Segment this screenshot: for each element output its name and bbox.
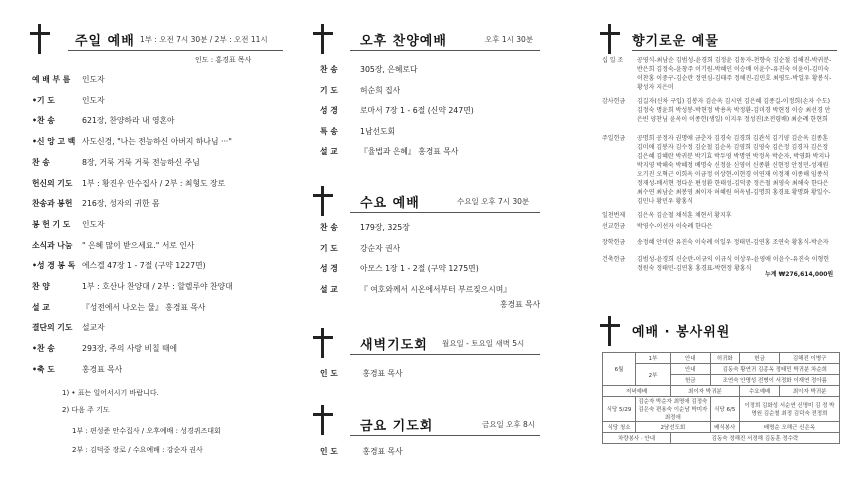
note-1: 1) • 표는 일어서시기 바랍니다. [62, 389, 159, 397]
table-cell: 1부 [636, 353, 671, 364]
table-cell: 안내 [671, 364, 711, 375]
order-item-row [32, 365, 122, 375]
order-item-row [32, 220, 105, 230]
wednesday-preacher: 홍경표 목사 [500, 300, 541, 309]
table-row [603, 353, 840, 364]
order-item-label: •성 경 봉 독 [32, 261, 76, 271]
divider [350, 354, 540, 355]
dawn-leader-value: 홍경표 목사 [362, 369, 403, 378]
order-item-row [32, 96, 105, 106]
table-cell: 김해진 이병구 [780, 353, 840, 364]
table-cell: 김동숙 정해진 서정해 김동훈 정수락 [671, 433, 840, 444]
cross-icon [313, 405, 333, 435]
order-item-row [32, 303, 205, 313]
table-row [603, 433, 840, 444]
offering-names: 공영식-최남순 김범성-윤경희 김정윤 김동자-천향숙 김순철 김해진-박귀분-반은희 김정숙-윤창주 이기원-박혜인 이승배 이윤수-유진숙 이윤이-김미숙 이찬홍 이중구-김순란 정연심-김태주 정해진-김민호 최평도-박일우 황봉식-황성자 지은미 [637, 57, 832, 91]
table-row [603, 364, 840, 375]
friday-leader-row [320, 447, 403, 457]
afternoon-item-row [320, 86, 400, 96]
order-item-row [32, 75, 105, 85]
order-item-row [32, 261, 206, 271]
divider [68, 50, 283, 51]
order-item-row [32, 179, 225, 189]
offering-names: 김은옥 김순철 채석훈 채현서 황지후 [637, 212, 732, 219]
order-item-value: 에스겔 47장 1 - 7절 (구약 1227면) [82, 261, 206, 271]
order-item-label: 설 교 [32, 302, 50, 312]
table-row [603, 397, 840, 422]
order-item-value: 설교자 [82, 323, 105, 333]
wednesday-item-label: 성 경 [320, 264, 338, 273]
offering-category: 주일헌금 [602, 135, 626, 142]
table-row [603, 386, 840, 397]
table-cell: 2남선도회 [636, 422, 711, 433]
afternoon-item-row [320, 127, 395, 137]
order-item-label: •찬 송 [32, 116, 55, 126]
friday-time: 금요일 오후 8시 [482, 420, 536, 429]
offering-category: 감사헌금 [602, 98, 626, 105]
order-item-value: 홍경표 목사 [82, 364, 123, 374]
wednesday-item-value: 179장, 325장 [360, 223, 410, 232]
friday-leader-label: 인 도 [320, 447, 338, 456]
divider [350, 50, 540, 51]
table-cell: 수요예배 [739, 386, 780, 397]
wednesday-item-label: 찬 송 [320, 223, 338, 232]
cross-icon [313, 186, 333, 216]
divider [632, 50, 837, 51]
table-cell: 허귀화 [710, 353, 739, 364]
table-cell: 안내 [671, 353, 711, 364]
table-cell: 헌금 [739, 353, 780, 364]
afternoon-item-label: 설 교 [320, 147, 338, 156]
note-2: 2) 다음 주 기도 [62, 406, 110, 414]
wednesday-item-row [320, 285, 511, 295]
afternoon-item-row [320, 106, 474, 116]
order-item-label: 찬 송 [32, 157, 50, 167]
friday-title: 금요 기도회 [360, 419, 434, 434]
offering-names: 김길자(신차 구입) 김봉자 김순옥 김시연 김은혜 김종길-이정희(손자 수도) 김정숙 명윤희 박성봉-박현정 박용옥 박정환-김미경 박현정 이승 최선경 안은빈 양찬님 윤옥이 이종헌(생일) 이지우 정성진(초전령배) 최순례 한현희 [637, 98, 831, 123]
wednesday-item-row [320, 244, 400, 254]
afternoon-item-label: 찬 송 [320, 65, 338, 74]
service-roster-table [602, 352, 840, 444]
order-item-label: 봉 헌 기 도 [32, 219, 71, 229]
note-4: 2부 : 김덕중 장로 / 수요예배 : 강순자 권사 [72, 446, 203, 454]
offering-names: 박영수-이선자 이숙례 한다은 [637, 223, 713, 230]
table-cell: 배명순 오해근 신은옥 [739, 422, 839, 433]
order-item-row [32, 116, 175, 126]
order-item-row [32, 241, 194, 251]
order-item-label: •신 앙 고 백 [32, 137, 76, 147]
order-item-value: 인도자 [82, 219, 105, 229]
afternoon-item-row [320, 147, 458, 157]
wednesday-item-label: 기 도 [320, 243, 338, 253]
dawn-leader-row [320, 369, 403, 379]
table-cell: 김동숙 황연귀 김종옥 정태민 박귀분 차순희 [710, 364, 839, 375]
note-3: 1부 : 편성준 안수집사 / 오후예배 : 성경퀴즈대회 [72, 427, 221, 435]
table-cell: 저녁예배 [603, 386, 671, 397]
table-cell: 최이자 박귀분 [671, 386, 740, 397]
cross-icon [600, 316, 620, 346]
order-item-value: 사도신경, "나는 전능하신 아버지 하나님 ···" [82, 137, 232, 147]
offering-names: 송정혜 안미란 유진숙 이숙례 이일우 정태민-김연홍 조연숙 황홍식-박순자 [637, 239, 829, 246]
table-cell: 헌금 [671, 375, 711, 386]
order-item-value: 인도자 [82, 75, 105, 84]
offering-category: 건축헌금 [602, 256, 626, 263]
cross-icon [313, 328, 333, 358]
table-cell: 배식봉사 [710, 422, 739, 433]
offering-category: 장학헌금 [602, 239, 626, 246]
afternoon-title: 오후 찬양예배 [360, 34, 447, 49]
order-item-value: 621장, 찬양하라 내 영혼아 [82, 116, 175, 126]
afternoon-item-value: 허순희 집사 [360, 85, 401, 95]
order-item-row [32, 344, 177, 354]
afternoon-time: 오후 1시 30분 [485, 35, 534, 44]
cross-icon [30, 24, 50, 54]
order-item-row [32, 323, 105, 333]
order-item-label: 헌신의 기도 [32, 178, 73, 188]
order-item-value: 216장, 성자의 귀한 몸 [82, 199, 160, 209]
divider [350, 435, 540, 436]
wednesday-time: 수요일 오후 7시 30분 [457, 197, 530, 206]
month-cell: 6월 [603, 353, 636, 386]
order-item-label: 결단의 기도 [32, 323, 73, 333]
afternoon-item-label: 성 경 [320, 106, 338, 115]
order-item-label: •찬 송 [32, 344, 55, 354]
offering-category: 십 일 조 [602, 57, 624, 64]
wednesday-item-value: 아모스 1장 1 - 2절 (구약 1275면) [360, 264, 479, 273]
order-item-row [32, 158, 200, 168]
offering-names: 김범성-윤경희 신순란-이규익 이규식 이상우-윤영애 이윤수-유진숙 이형헌 정원숙 정태민-김연홍 홍경표-박현정 황홍식 [637, 256, 830, 272]
wednesday-item-row [320, 264, 479, 274]
order-item-value: 293장, 주의 사랑 비칠 때에 [82, 344, 178, 354]
order-item-label: 찬 양 [32, 282, 50, 291]
offering-category: 선교헌금 [602, 223, 626, 230]
order-item-label: 찬송과 봉헌 [32, 199, 73, 209]
table-row [603, 422, 840, 433]
table-cell: 2부 [636, 364, 671, 386]
order-item-value: " 은혜 많이 받으세요." 서로 인사 [82, 240, 195, 250]
cross-icon [600, 24, 620, 54]
dawn-time: 월요일 - 토요일 새벽 5시 [442, 339, 525, 348]
order-item-row [32, 199, 160, 209]
order-item-value: 『성전에서 나오는 물』 홍경표 목사 [82, 302, 206, 312]
afternoon-item-row [320, 65, 418, 75]
order-item-value: 8장, 거룩 거룩 거룩 전능하신 주님 [82, 157, 200, 167]
table-cell: 식당 6/5 [710, 397, 739, 422]
wednesday-title: 수요 예배 [360, 196, 420, 211]
wednesday-item-value: 『 여호와께서 시온에서부터 부르짖으시며』 [360, 284, 512, 294]
afternoon-item-value: 로마서 7장 1 - 6절 (신약 247면) [360, 106, 474, 115]
sunday-worship-title: 주일 예배 [75, 34, 135, 49]
cross-icon [313, 24, 333, 54]
service-title: 예배 · 봉사위원 [632, 325, 731, 340]
wednesday-item-label: 설 교 [320, 284, 338, 294]
building-total: 누계 ₩276,614,000원 [765, 271, 834, 278]
offering-names: 공명희 공정자 권명애 금춘자 김경숙 김경희 김관석 김기양 김순옥 김종훈 김미애 김봉자 김수정 김순철 김순옥 김영희 김영숙 김은정 김경자 김은정 김은혜 김혜란 박귀분 박기효 박두영 박명연 박정옥 박순자, 박영화 박지나 박지영 박해숙 박혜정 배명숙 신정윤 신영이 신종환 신현정 안정민-성재원 오기진 오혁근 이희옥 이금정 이상현-이현경 이연재 이정재 이종해 임종석 정재성-배서현 정다운 편성환 한태성-김덕중 정은철 최영숙 최해숙 한다은 최수연 최남순 최봉영 최이자 허혜원 허옥념-김명희 홍경표 황명화 황일수-김민나 황민우 황홍식 [637, 135, 831, 205]
table-cell: 조연숙 안명성 전병이 서정화 이재연 정아름 [710, 375, 839, 386]
order-item-label: 예 배 부 름 [32, 75, 71, 84]
order-item-value: 1부 : 호산나 찬양대 / 2부 : 할렐루야 찬양대 [82, 282, 233, 291]
order-item-row [32, 282, 233, 292]
table-cell: 식당 청소 [603, 422, 636, 433]
divider [350, 212, 540, 213]
table-cell: 최이자 박귀분 [780, 386, 840, 397]
table-cell: 김순자 박순자 최명애 김정숙 김은숙 편용숙 이순남 박미자 최정애 [636, 397, 711, 422]
order-item-row [32, 137, 232, 147]
sunday-worship-time: 1부 : 오전 7시 30분 / 2부 : 오전 11시 [140, 35, 268, 44]
dawn-leader-label: 인 도 [320, 369, 338, 378]
afternoon-item-value: 1남선도회 [360, 126, 396, 136]
afternoon-item-value: 305장, 은혜로다 [360, 65, 418, 74]
order-item-label: •축 도 [32, 364, 55, 374]
offering-category: 일천번제 [602, 212, 626, 219]
table-cell: 이정희 김화성 서순연 신명미 김 정 박명원 김순철 최정 김덕숙 전정희 [739, 397, 839, 422]
afternoon-item-label: 특 송 [320, 126, 338, 136]
order-item-value: 인도자 [82, 95, 105, 105]
order-item-label: 소식과 나눔 [32, 240, 73, 250]
sunday-leader: 인도 : 홍경표 목사 [195, 56, 252, 64]
friday-leader-value: 홍경표 목사 [362, 447, 403, 456]
wednesday-item-row [320, 223, 410, 233]
table-cell: 식당 5/29 [603, 397, 636, 422]
order-item-label: •기 도 [32, 95, 55, 105]
order-item-value: 1부 : 황진우 안수집사 / 2부 : 최형도 장로 [82, 178, 226, 188]
dawn-title: 새벽기도회 [360, 338, 428, 353]
wednesday-item-value: 강순자 권사 [360, 243, 401, 253]
afternoon-item-label: 기 도 [320, 85, 338, 95]
afternoon-item-value: 『율법과 은혜』 홍경표 목사 [360, 147, 459, 156]
offering-title: 향기로운 예물 [632, 34, 719, 49]
table-cell: 차량봉사 · 안내 [603, 433, 671, 444]
